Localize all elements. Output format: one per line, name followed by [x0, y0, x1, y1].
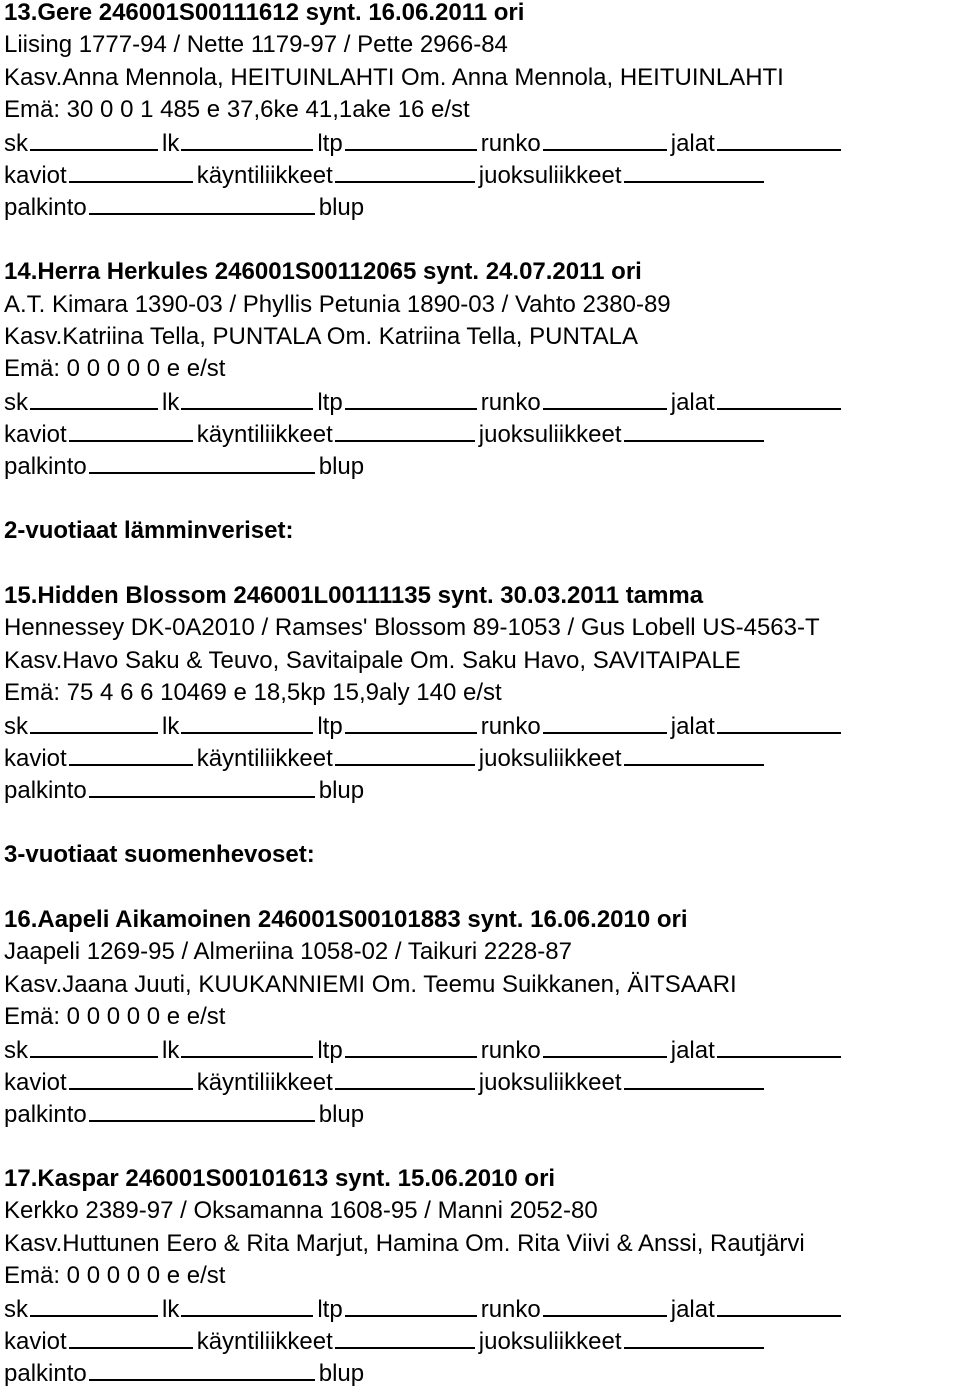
label-lk: lk [162, 129, 180, 157]
blank-sk [30, 386, 158, 410]
score-row-result [4, 191, 960, 223]
entry-pedigree: Jaapeli 1269-95 / Almeriina 1058-02 / Taikuri 2228-87 [4, 938, 572, 966]
score-row-movement [4, 1066, 960, 1098]
label-jalat: jalat [670, 388, 715, 416]
label-juoksuliikkeet: juoksuliikkeet [478, 421, 622, 449]
entry-title: 13.Gere 246001S00111612 synt. 16.06.2011 ori [4, 0, 525, 26]
label-blup: blup [318, 1360, 365, 1388]
label-runko: runko [480, 388, 541, 416]
blank-palkinto [89, 450, 315, 474]
entry-dam-stats: Emä: 30 0 0 1 485 e 37,6ke 41,1ake 16 e/st [4, 96, 470, 124]
blank-kayntiliikkeet [335, 418, 475, 442]
blank-kayntiliikkeet [335, 1325, 475, 1349]
label-ltp: ltp [317, 129, 343, 157]
entry-owner: Kasv.Anna Mennola, HEITUINLAHTI Om. Anna Mennola, HEITUINLAHTI [4, 63, 784, 91]
section-heading: 3-vuotiaat suomenhevoset: [4, 841, 315, 869]
blank-kaviot [69, 1066, 193, 1090]
entry-owner: Kasv.Katriina Tella, PUNTALA Om. Katriina Tella, PUNTALA [4, 322, 639, 350]
label-kaviot: kaviot [4, 421, 67, 449]
label-runko: runko [480, 1036, 541, 1064]
label-ltp: ltp [317, 1036, 343, 1064]
entry-title: 16.Aapeli Aikamoinen 246001S00101883 synt. 16.06.2010 ori [4, 905, 688, 933]
entry-pedigree: A.T. Kimara 1390-03 / Phyllis Petunia 1890-03 / Vahto 2380-89 [4, 290, 671, 318]
label-palkinto: palkinto [4, 194, 87, 222]
blank-palkinto [89, 191, 315, 215]
blank-juoksuliikkeet [624, 159, 764, 183]
blank-runko [543, 1293, 667, 1317]
label-sk: sk [4, 712, 28, 740]
blank-jalat [717, 1293, 841, 1317]
label-lk: lk [162, 1295, 180, 1323]
blank-kayntiliikkeet [335, 742, 475, 766]
label-palkinto: palkinto [4, 1360, 87, 1388]
score-row-result [4, 774, 960, 806]
blank-kayntiliikkeet [335, 159, 475, 183]
label-ltp: ltp [317, 388, 343, 416]
entry-pedigree: Hennessey DK-0A2010 / Ramses' Blossom 89-1053 / Gus Lobell US-4563-T [4, 614, 820, 642]
blank-runko [543, 710, 667, 734]
blank-juoksuliikkeet [624, 418, 764, 442]
label-blup: blup [318, 1101, 365, 1129]
blank-palkinto [89, 1357, 315, 1381]
label-kayntiliikkeet: käyntiliikkeet [196, 1068, 333, 1096]
label-palkinto: palkinto [4, 453, 87, 481]
label-ltp: ltp [317, 1295, 343, 1323]
entry-dam-stats: Emä: 75 4 6 6 10469 e 18,5kp 15,9aly 140 e/st [4, 679, 502, 707]
entry-title: 15.Hidden Blossom 246001L00111135 synt. 30.03.2011 tamma [4, 582, 704, 610]
horse-entry [4, 1163, 960, 1390]
label-kayntiliikkeet: käyntiliikkeet [196, 744, 333, 772]
blank-jalat [717, 1034, 841, 1058]
blank-runko [543, 1034, 667, 1058]
horse-entry [4, 256, 960, 483]
blank-sk [30, 710, 158, 734]
score-row-result [4, 1098, 960, 1130]
blank-lk [181, 710, 313, 734]
entry-dam-stats: Emä: 0 0 0 0 0 e e/st [4, 1262, 226, 1290]
blank-jalat [717, 386, 841, 410]
label-kayntiliikkeet: käyntiliikkeet [196, 161, 333, 189]
entry-owner: Kasv.Havo Saku & Teuvo, Savitaipale Om. Saku Havo, SAVITAIPALE [4, 646, 741, 674]
label-blup: blup [318, 453, 365, 481]
horse-entry [4, 580, 960, 807]
label-blup: blup [318, 777, 365, 805]
label-blup: blup [318, 194, 365, 222]
label-runko: runko [480, 1295, 541, 1323]
label-runko: runko [480, 712, 541, 740]
blank-palkinto [89, 1098, 315, 1122]
entry-pedigree: Liising 1777-94 / Nette 1179-97 / Pette 2966-84 [4, 31, 508, 59]
blank-kaviot [69, 418, 193, 442]
score-row-conformation [4, 127, 960, 159]
score-row-movement [4, 159, 960, 191]
entry-dam-stats: Emä: 0 0 0 0 0 e e/st [4, 355, 226, 383]
blank-juoksuliikkeet [624, 1325, 764, 1349]
blank-kaviot [69, 1325, 193, 1349]
label-sk: sk [4, 1295, 28, 1323]
label-lk: lk [162, 388, 180, 416]
entry-title: 17.Kaspar 246001S00101613 synt. 15.06.2010 ori [4, 1165, 556, 1193]
score-row-movement [4, 1325, 960, 1357]
score-row-conformation [4, 1034, 960, 1066]
label-ltp: ltp [317, 712, 343, 740]
score-row-movement [4, 418, 960, 450]
label-kaviot: kaviot [4, 1328, 67, 1356]
label-jalat: jalat [670, 712, 715, 740]
horse-entry [4, 904, 960, 1131]
blank-runko [543, 386, 667, 410]
score-row-conformation [4, 386, 960, 418]
label-palkinto: palkinto [4, 1101, 87, 1129]
label-jalat: jalat [670, 129, 715, 157]
blank-ltp [345, 710, 477, 734]
label-kaviot: kaviot [4, 161, 67, 189]
blank-lk [181, 1034, 313, 1058]
score-row-result [4, 450, 960, 482]
label-juoksuliikkeet: juoksuliikkeet [478, 1068, 622, 1096]
blank-sk [30, 1293, 158, 1317]
blank-kaviot [69, 742, 193, 766]
horse-entry [4, 0, 960, 224]
blank-juoksuliikkeet [624, 742, 764, 766]
blank-ltp [345, 1293, 477, 1317]
blank-lk [181, 1293, 313, 1317]
entry-owner: Kasv.Jaana Juuti, KUUKANNIEMI Om. Teemu Suikkanen, ÄITSAARI [4, 970, 737, 998]
blank-jalat [717, 710, 841, 734]
entry-dam-stats: Emä: 0 0 0 0 0 e e/st [4, 1003, 226, 1031]
label-lk: lk [162, 712, 180, 740]
label-kayntiliikkeet: käyntiliikkeet [196, 421, 333, 449]
score-row-conformation [4, 710, 960, 742]
blank-juoksuliikkeet [624, 1066, 764, 1090]
blank-ltp [345, 127, 477, 151]
entry-title: 14.Herra Herkules 246001S00112065 synt. 24.07.2011 ori [4, 258, 642, 286]
blank-lk [181, 127, 313, 151]
score-row-conformation [4, 1293, 960, 1325]
label-juoksuliikkeet: juoksuliikkeet [478, 744, 622, 772]
blank-lk [181, 386, 313, 410]
label-palkinto: palkinto [4, 777, 87, 805]
blank-ltp [345, 1034, 477, 1058]
score-row-movement [4, 742, 960, 774]
label-juoksuliikkeet: juoksuliikkeet [478, 1328, 622, 1356]
blank-ltp [345, 386, 477, 410]
document-page [4, 0, 960, 1390]
label-runko: runko [480, 129, 541, 157]
label-lk: lk [162, 1036, 180, 1064]
section-heading: 2-vuotiaat lämminveriset: [4, 517, 294, 545]
label-sk: sk [4, 129, 28, 157]
blank-runko [543, 127, 667, 151]
label-jalat: jalat [670, 1036, 715, 1064]
blank-palkinto [89, 774, 315, 798]
entry-pedigree: Kerkko 2389-97 / Oksamanna 1608-95 / Manni 2052-80 [4, 1197, 598, 1225]
label-kaviot: kaviot [4, 1068, 67, 1096]
blank-kayntiliikkeet [335, 1066, 475, 1090]
label-kayntiliikkeet: käyntiliikkeet [196, 1328, 333, 1356]
blank-sk [30, 127, 158, 151]
label-jalat: jalat [670, 1295, 715, 1323]
blank-kaviot [69, 159, 193, 183]
blank-sk [30, 1034, 158, 1058]
entry-owner: Kasv.Huttunen Eero & Rita Marjut, Hamina Om. Rita Viivi & Anssi, Rautjärvi [4, 1229, 805, 1257]
label-sk: sk [4, 1036, 28, 1064]
label-kaviot: kaviot [4, 744, 67, 772]
label-sk: sk [4, 388, 28, 416]
label-juoksuliikkeet: juoksuliikkeet [478, 161, 622, 189]
score-row-result [4, 1357, 960, 1389]
blank-jalat [717, 127, 841, 151]
